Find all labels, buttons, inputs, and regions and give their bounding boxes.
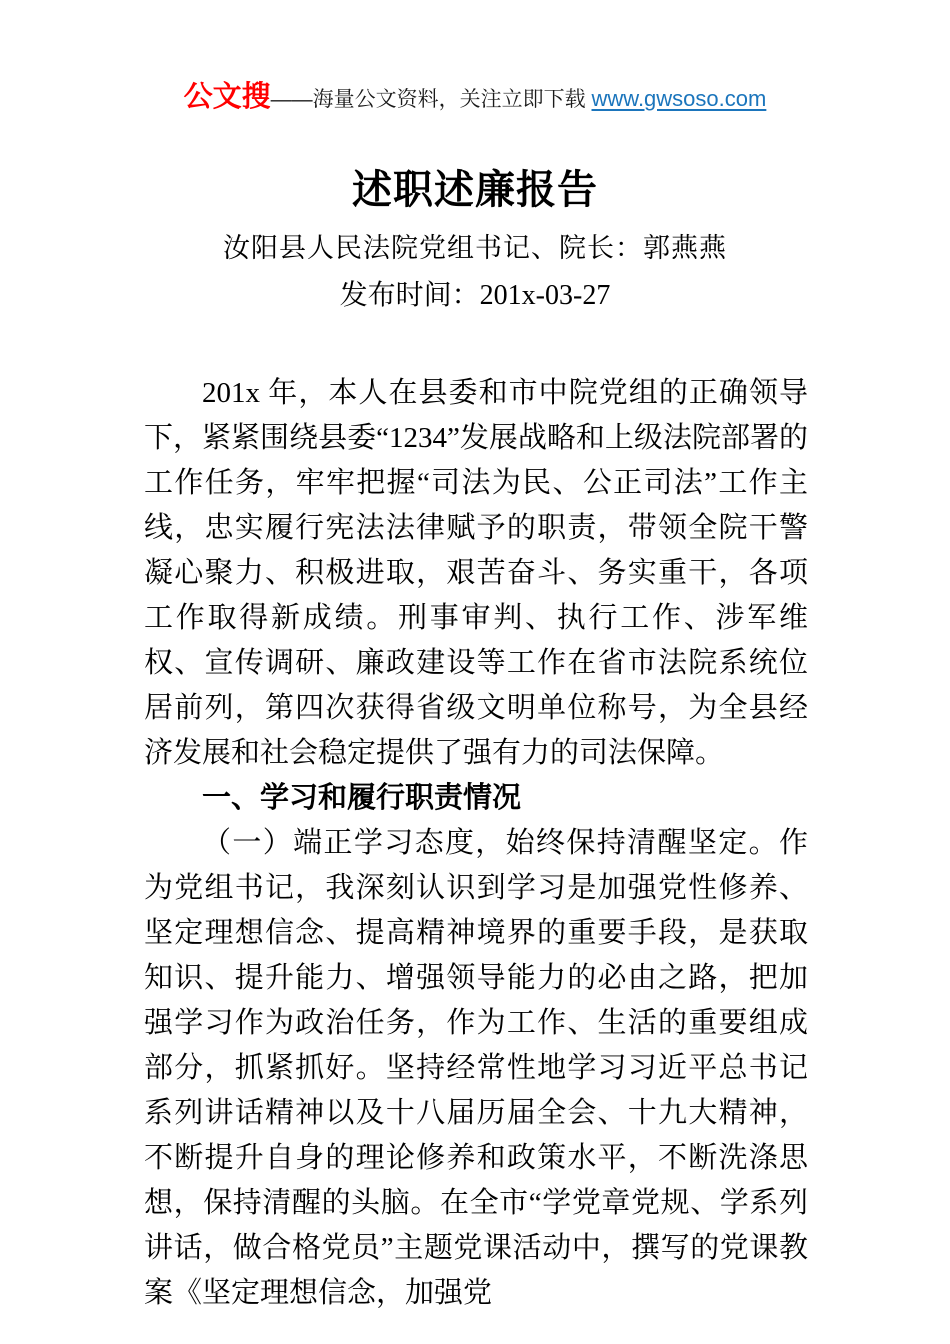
author-line: 汝阳县人民法院党组书记、院长：郭燕燕 xyxy=(223,233,727,263)
document-title: 述职述廉报告 xyxy=(352,167,598,212)
site-link[interactable]: www.gwsoso.com xyxy=(591,86,767,111)
publish-date: 发布时间：201x-03-27 xyxy=(339,280,611,311)
paragraph-intro: 201x 年，本人在县委和市中院党组的正确领导下，紧紧围绕县委“1234”发展战略和上级法院部署的工作任务，牢牢把握“司法为民、公正司法”工作主线，忠实履行宪法法律赋予的职责，带领全院干警凝心聚力、积极进取，艰苦奋斗、务实重干，各项工作取得新成绩。刑事审判、执行工作、涉军维权、宣传调研、廉政建设等工作在省市法院系统位居前列，第四次获得省级文明单位称号，为全县经济发展和社会稳定提供了强有力的司法保障。 xyxy=(144,377,808,769)
site-header xyxy=(0,74,950,115)
paragraph-section1: （一）端正学习态度，始终保持清醒坚定。作为党组书记，我深刻认识到学习是加强党性修养、坚定理想信念、提高精神境界的重要手段，是获取知识、提升能力、增强领导能力的必由之路，把加强学习作为政治任务，作为工作、生活的重要组成部分，抓紧抓好。坚持经常性地学习习近平总书记系列讲话精神以及十八届历届全会、十九大精神，不断提升自身的理论修养和政策水平，不断洗涤思想，保持清醒的头脑。在全市“学党章党规、学系列讲话，做合格党员”主题党课活动中，撰写的党课教案《坚定理想信念，加强党 xyxy=(144,827,808,1309)
site-tagline: ——海量公文资料，关注立即下载 xyxy=(270,88,592,111)
site-brand: 公文搜 xyxy=(183,81,271,113)
document-body xyxy=(144,371,808,1316)
section-heading-1: 一、学习和履行职责情况 xyxy=(202,782,522,814)
